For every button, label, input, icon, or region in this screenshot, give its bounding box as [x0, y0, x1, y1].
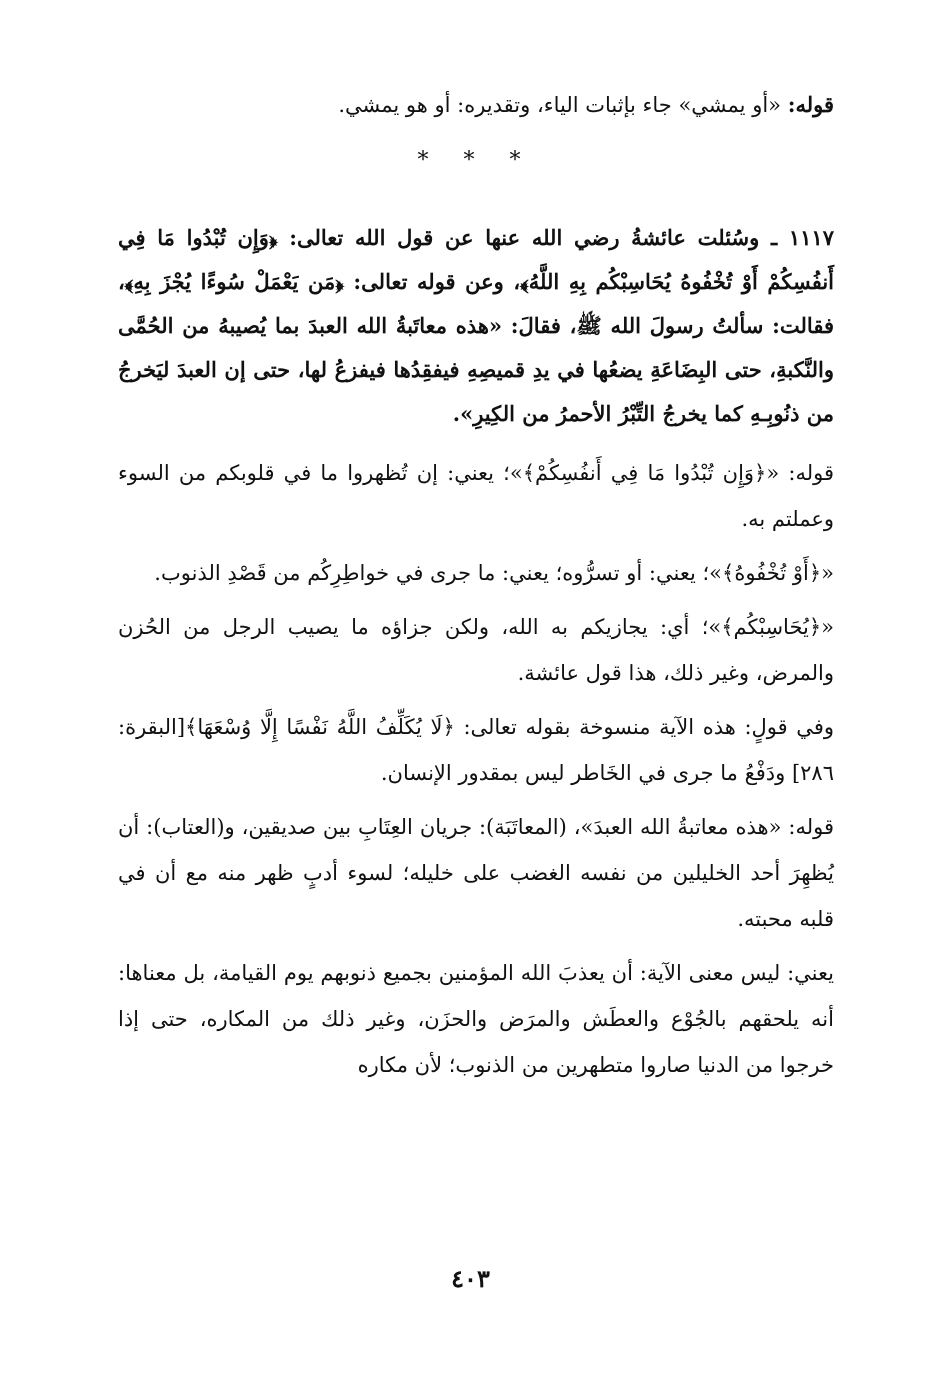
- header-label: قوله:: [787, 92, 834, 117]
- commentary-paragraph-1: قوله: «﴿وَإِن تُبْدُوا مَا فِي أَنفُسِكُمْ﴾»؛ يعني: إن تُظهروا ما في قلوبكم من السوء وعملتم به.: [118, 461, 834, 531]
- page-number: ٤٠٣: [451, 1264, 490, 1293]
- commentary-paragraph-4: وفي قولٍ: هذه الآية منسوخة بقوله تعالى: ﴿لَا يُكَلِّفُ اللَّهُ نَفْسًا إِلَّا وُسْعَهَا﴾[البقرة: ٢٨٦] ودَفْعُ ما جرى في الخَاطر ليس بمقدور الإنسان.: [118, 715, 834, 785]
- commentary-paragraph-2: «﴿أَوْ تُخْفُوهُ﴾»؛ يعني: أو تسرُّوه؛ يعني: ما جرى في خواطِرِكُم من قَصْدِ الذنوب.: [154, 561, 834, 585]
- commentary-paragraph-6: يعني: ليس معنى الآية: أن يعذبَ الله المؤمنين بجميع ذنوبهم يوم القيامة، بل معناها: أنه يلحقهم بالجُوْع والعطَش والمرَض والحزَن، وغير ذلك من المكاره، حتى إذا خرجوا من الدنيا صاروا متطهرين من الذنوب؛ لأن مكاره: [118, 961, 834, 1077]
- commentary-paragraph-5: قوله: «هذه معاتبةُ الله العبدَ»، (المعاتَبَة): جريان العِتَابِ بين صديقين، و(العتاب): أن يُظهِرَ أحد الخليلين من نفسه الغضب على خليله؛ لسوء أدبٍ ظهر منه مع أن في قلبه محبته.: [118, 815, 834, 931]
- hadith-text: ١١١٧ ـ وسُئلت عائشةُ رضي الله عنها عن قول الله تعالى: ﴿وَإِن تُبْدُوا مَا فِي أَنفُسِكُمْ أَوْ تُخْفُوهُ يُحَاسِبْكُم بِهِ اللَّهُ﴾، وعن قوله تعالى: ﴿مَن يَعْمَلْ سُوءًا يُجْزَ بِهِ﴾، فقالت: سألتُ رسولَ الله ﷺ، فقالَ: «هذه معاتَبةُ الله العبدَ بما يُصيبهُ من الحُمَّى والنَّكبةِ، حتى البِضَاعَةِ يضعُها في يدِ قميصِهِ فيفقِدُها فيفزعُ لها، حتى إن العبدَ ليَخرجُ من ذنُوبِـهِ كما يخرجُ التِّبْرُ الأحمرُ من الكِيرِ».: [118, 225, 834, 426]
- commentary-paragraph-3: «﴿يُحَاسِبْكُم﴾»؛ أي: يجازيكم به الله، ولكن جزاؤه ما يصيب الرجل من الحُزن والمرض، وغير ذلك، هذا قول عائشة.: [118, 615, 834, 685]
- header-text: «أو يمشي» جاء بإثبات الياء، وتقديره: أو هو يمشي.: [338, 93, 782, 117]
- header-line: [118, 90, 834, 120]
- page-body: [118, 90, 834, 1096]
- section-separator: * * *: [417, 148, 535, 173]
